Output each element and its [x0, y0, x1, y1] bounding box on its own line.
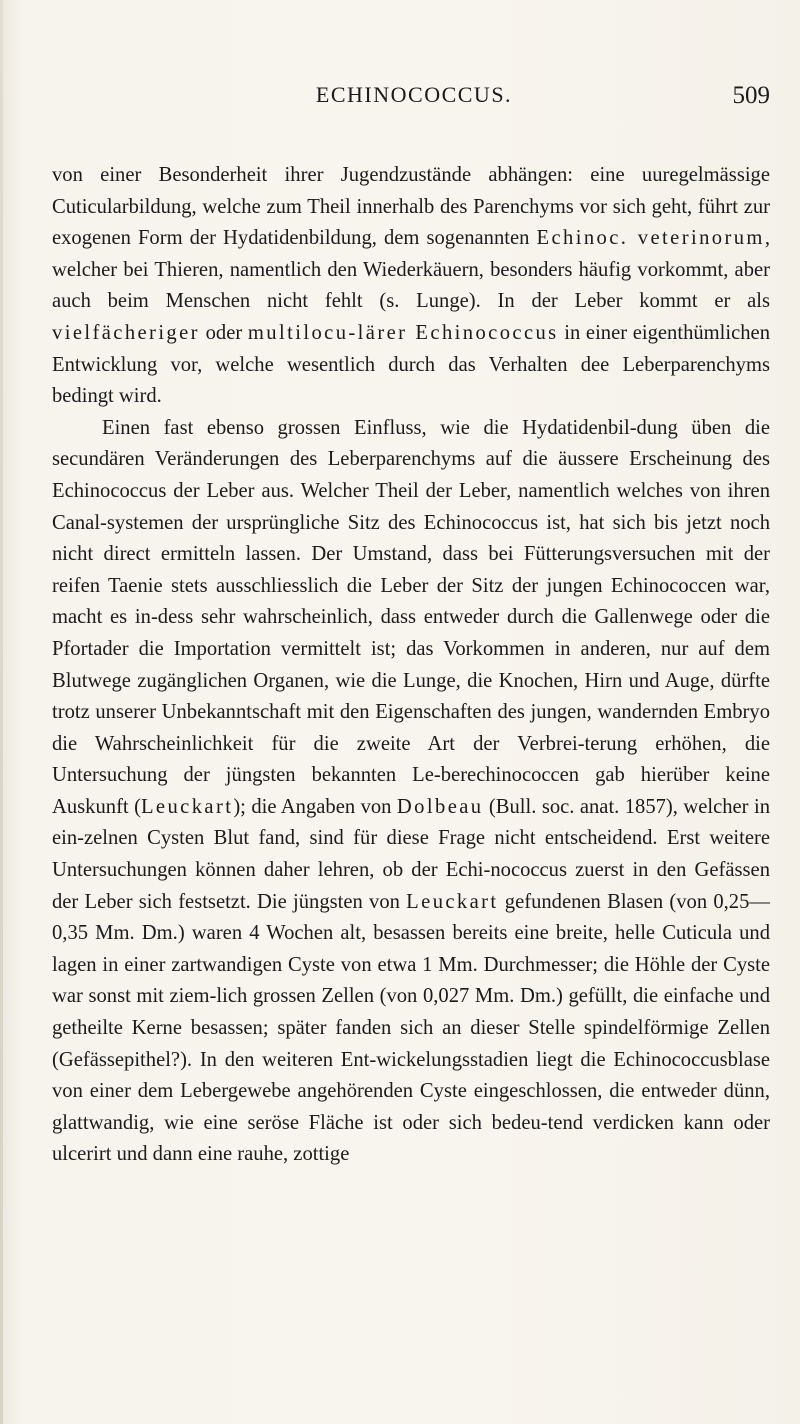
emphasized-term: multilocu-lärer Echinococcus	[247, 321, 559, 344]
body-text	[52, 160, 770, 1171]
emphasized-term: Echinoc. veterinorum	[536, 227, 765, 250]
text-run: ); die Angaben von	[233, 795, 397, 818]
author-name: Leuckart	[406, 890, 499, 913]
page-header	[58, 82, 770, 118]
paragraph-1	[52, 160, 770, 413]
text-run: (Bull. soc. anat. 1857), welcher in ein-zelnen Cysten Blut fand, sind für diese Frage nicht entscheidend. Erst weitere Untersuchungen können daher lehren, ob der Echi-nococcus zuerst in den Gefässen der Leber sich festsetzt. Die jüngsten von	[52, 795, 770, 913]
running-title: ECHINOCOCCUS.	[315, 82, 513, 107]
text-run: , welcher bei Thieren, namentlich den Wiederkäuern, besonders häufig vorkommt, aber auch beim Menschen nicht fehlt (s. Lunge). In der Leber kommt er als	[52, 227, 770, 313]
author-name: Dolbeau	[396, 795, 484, 818]
text-run: oder	[199, 321, 248, 344]
page-number: 509	[732, 82, 770, 109]
page-gutter-edge	[0, 0, 3, 1424]
text-run: Einen fast ebenso grossen Einfluss, wie die Hydatidenbil-dung üben die secundären Veränderungen des Leberparenchyms auf die äussere Erscheinung des Echinococcus der Leber aus. Welcher Theil der Leber, namentlich welches von ihren Canal-systemen der ursprüngliche Sitz des Echinococcus ist, hat sich bis jetzt noch nicht direct ermitteln lassen. Der Umstand, dass bei Fütterungsversuchen mit der reifen Taenie stets ausschliesslich die Leber der Sitz der jungen Echinococcen war, macht es in-dess sehr wahrscheinlich, dass entweder durch die Gallenwege oder die Pfortader die Importation vermittelt ist; das Vorkommen in anderen, nur auf dem Blutwege zugänglichen Organen, wie die Lunge, die Knochen, Hirn und Auge, dürfte trotz unserer Unbekanntschaft mit den Eigenschaften des jungen, wandernden Embryo die Wahrscheinlichkeit für die zweite Art der Verbrei-terung erhöhen, die Untersuchung der jüngsten bekannten Le-berechinococcen gab hierüber keine Auskunft (	[52, 416, 770, 818]
text-run: gefundenen Blasen (von 0,25—0,35 Mm. Dm.) waren 4 Wochen alt, besassen bereits eine breite, helle Cuticula und lagen in einer zartwandigen Cyste von etwa 1 Mm. Durchmesser; die Höhle der Cyste war sonst mit ziem-lich grossen Zellen (von 0,027 Mm. Dm.) gefüllt, die einfache und getheilte Kerne besassen; später fanden sich an dieser Stelle spindelförmige Zellen (Gefässepithel?). In den weiteren Ent-wickelungsstadien liegt die Echinococcusblase von einer dem Lebergewebe angehörenden Cyste eingeschlossen, die entweder dünn, glattwandig, wie eine seröse Fläche ist oder sich bedeu-tend verdicken kann oder ulcerirt und dann eine rauhe, zottige	[52, 890, 770, 1166]
text-run: in einer eigenthümlichen Entwicklung vor, welche wesentlich durch das Verhalten dee Leberparenchyms bedingt wird.	[52, 321, 770, 408]
text-run: von einer Besonderheit ihrer Jugendzustände abhängen: eine uuregelmässige Cuticularbildung, welche zum Theil innerhalb des Parenchyms vor sich geht, führt zur exogenen Form der Hydatidenbildung, dem sogenannten	[52, 164, 770, 250]
paragraph-2	[52, 413, 770, 1171]
emphasized-term: vielfächeriger	[52, 321, 200, 344]
author-name: Leuckart	[140, 795, 234, 818]
